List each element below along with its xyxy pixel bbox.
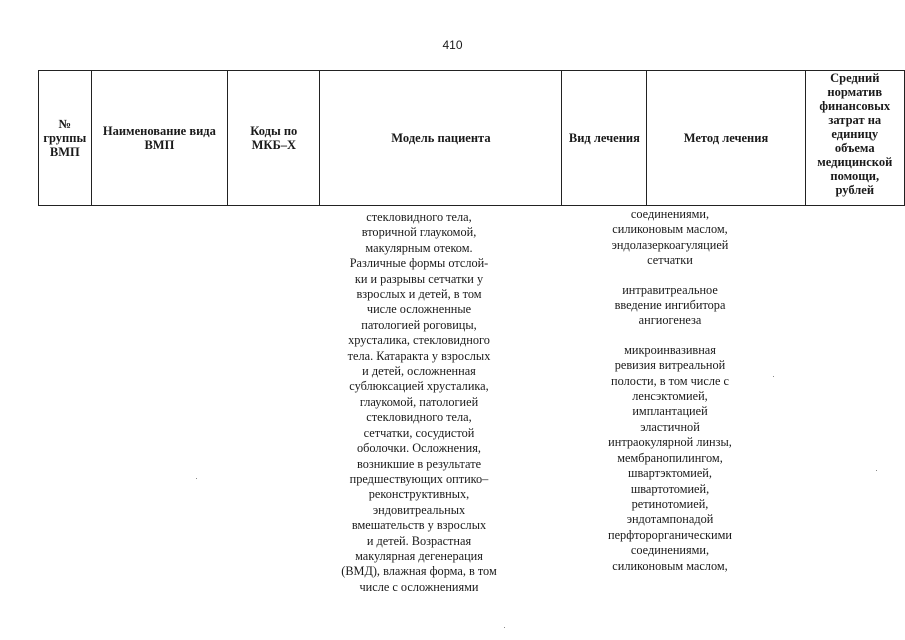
text-line: единицу — [831, 127, 879, 141]
text-line: эндолазеркоагуляцией — [611, 237, 729, 252]
text-line: имплантацией — [632, 404, 708, 419]
text-line: (ВМД), влажная форма, в том — [341, 564, 497, 579]
text-line: соединениями, — [630, 207, 710, 221]
scan-speck — [196, 478, 197, 479]
header-average-cost — [805, 71, 904, 206]
header-treatment-type — [562, 71, 647, 206]
text-line: финансовых — [819, 99, 891, 113]
header-icd-codes — [228, 71, 320, 206]
method-paragraph — [572, 343, 768, 574]
text-line: числе с осложнениями — [359, 579, 479, 594]
text-line: швартотомией, — [630, 481, 710, 496]
text-line: группы — [43, 131, 87, 145]
method-paragraph — [572, 207, 768, 269]
text-line: перфторорганическими — [608, 527, 732, 542]
text-line: и детей, осложненная — [362, 364, 476, 379]
header-group-number — [39, 71, 92, 206]
text-line: микроинвазивная — [624, 342, 716, 357]
text-line: макулярная дегенерация — [355, 548, 483, 563]
text-line: глаукомой, патологией — [359, 394, 479, 409]
text-line: силиконовым маслом, — [612, 222, 728, 237]
text-line: рублей — [835, 183, 875, 197]
treatment-method-text — [572, 207, 768, 588]
patient-model-text — [330, 210, 508, 595]
header-patient-model — [320, 71, 562, 206]
text-line: швартэктомией, — [628, 466, 712, 481]
text-line: ки и разрывы сетчатки у — [354, 271, 484, 286]
text-line: сетчатки — [647, 253, 693, 268]
text-line: норматив — [827, 85, 883, 99]
header-vmp-name — [91, 71, 228, 206]
scan-speck — [504, 627, 505, 628]
text-line: сублюксацией хрусталика, — [349, 379, 489, 394]
text-line: сетчатки, сосудистой — [363, 425, 475, 440]
scan-speck — [876, 470, 877, 471]
text-line: объема — [834, 141, 875, 155]
text-line: Коды по — [250, 124, 298, 138]
text-line: ретинотомией, — [631, 496, 709, 511]
text-line: вторичной глаукомой, — [361, 225, 477, 240]
table-header — [38, 70, 905, 206]
text-line: тела. Катаракта у взрослых — [347, 348, 491, 363]
text-line: эндовитреальных — [372, 502, 466, 517]
text-line: эндотампонадой — [626, 512, 714, 527]
text-line: возникшие в результате — [356, 456, 482, 471]
text-line: затрат на — [828, 113, 882, 127]
text-line: предшествующих оптико– — [349, 471, 489, 486]
text-line: взрослых и детей, в том — [356, 287, 482, 302]
page-number: 410 — [442, 38, 463, 52]
text-line: полости, в том числе с — [611, 373, 729, 388]
text-line: соединениями, — [630, 543, 710, 558]
text-line: макулярным отеком. — [365, 240, 473, 255]
text-line: мембранопилингом, — [617, 450, 723, 465]
text-line: Метод лечения — [683, 131, 769, 145]
text-line: оболочки. Осложнения, — [357, 441, 481, 456]
text-line: ангиогенеза — [638, 313, 702, 328]
text-line: вмешательств у взрослых — [351, 518, 487, 533]
text-line: медицинской — [817, 155, 893, 169]
text-line: стекловидного тела, — [366, 410, 472, 425]
text-line: введение ингибитора — [614, 298, 726, 313]
text-line: реконструктивных, — [368, 487, 470, 502]
text-line: № — [58, 117, 72, 131]
text-line: МКБ–Х — [251, 138, 296, 152]
text-line: Наименование вида — [102, 124, 216, 138]
method-paragraph — [572, 283, 768, 329]
text-line: и детей. Возрастная — [366, 533, 472, 548]
text-line: Различные формы отслой- — [349, 256, 489, 271]
text-line: помощи, — [830, 169, 880, 183]
text-line: силиконовым маслом, — [612, 558, 728, 573]
text-line: интраокулярной линзы, — [608, 435, 732, 450]
text-line: хрусталика, стекловидного — [348, 333, 490, 348]
text-line: Вид лечения — [568, 131, 640, 145]
text-line: ВМП — [144, 138, 175, 152]
text-line: интравитреальное — [622, 282, 718, 297]
text-line: числе осложненные — [366, 302, 472, 317]
header-treatment-method — [647, 71, 805, 206]
text-line: Модель пациента — [391, 131, 491, 145]
scan-speck — [773, 376, 774, 377]
text-line: стекловидного тела, — [366, 210, 472, 224]
text-line: Средний — [830, 71, 880, 85]
text-line: патологией роговицы, — [361, 317, 477, 332]
text-line: ревизия витреальной — [614, 358, 726, 373]
text-line: эластичной — [640, 419, 700, 434]
text-line: ВМП — [49, 145, 80, 159]
text-line: ленсэктомией, — [632, 389, 708, 404]
